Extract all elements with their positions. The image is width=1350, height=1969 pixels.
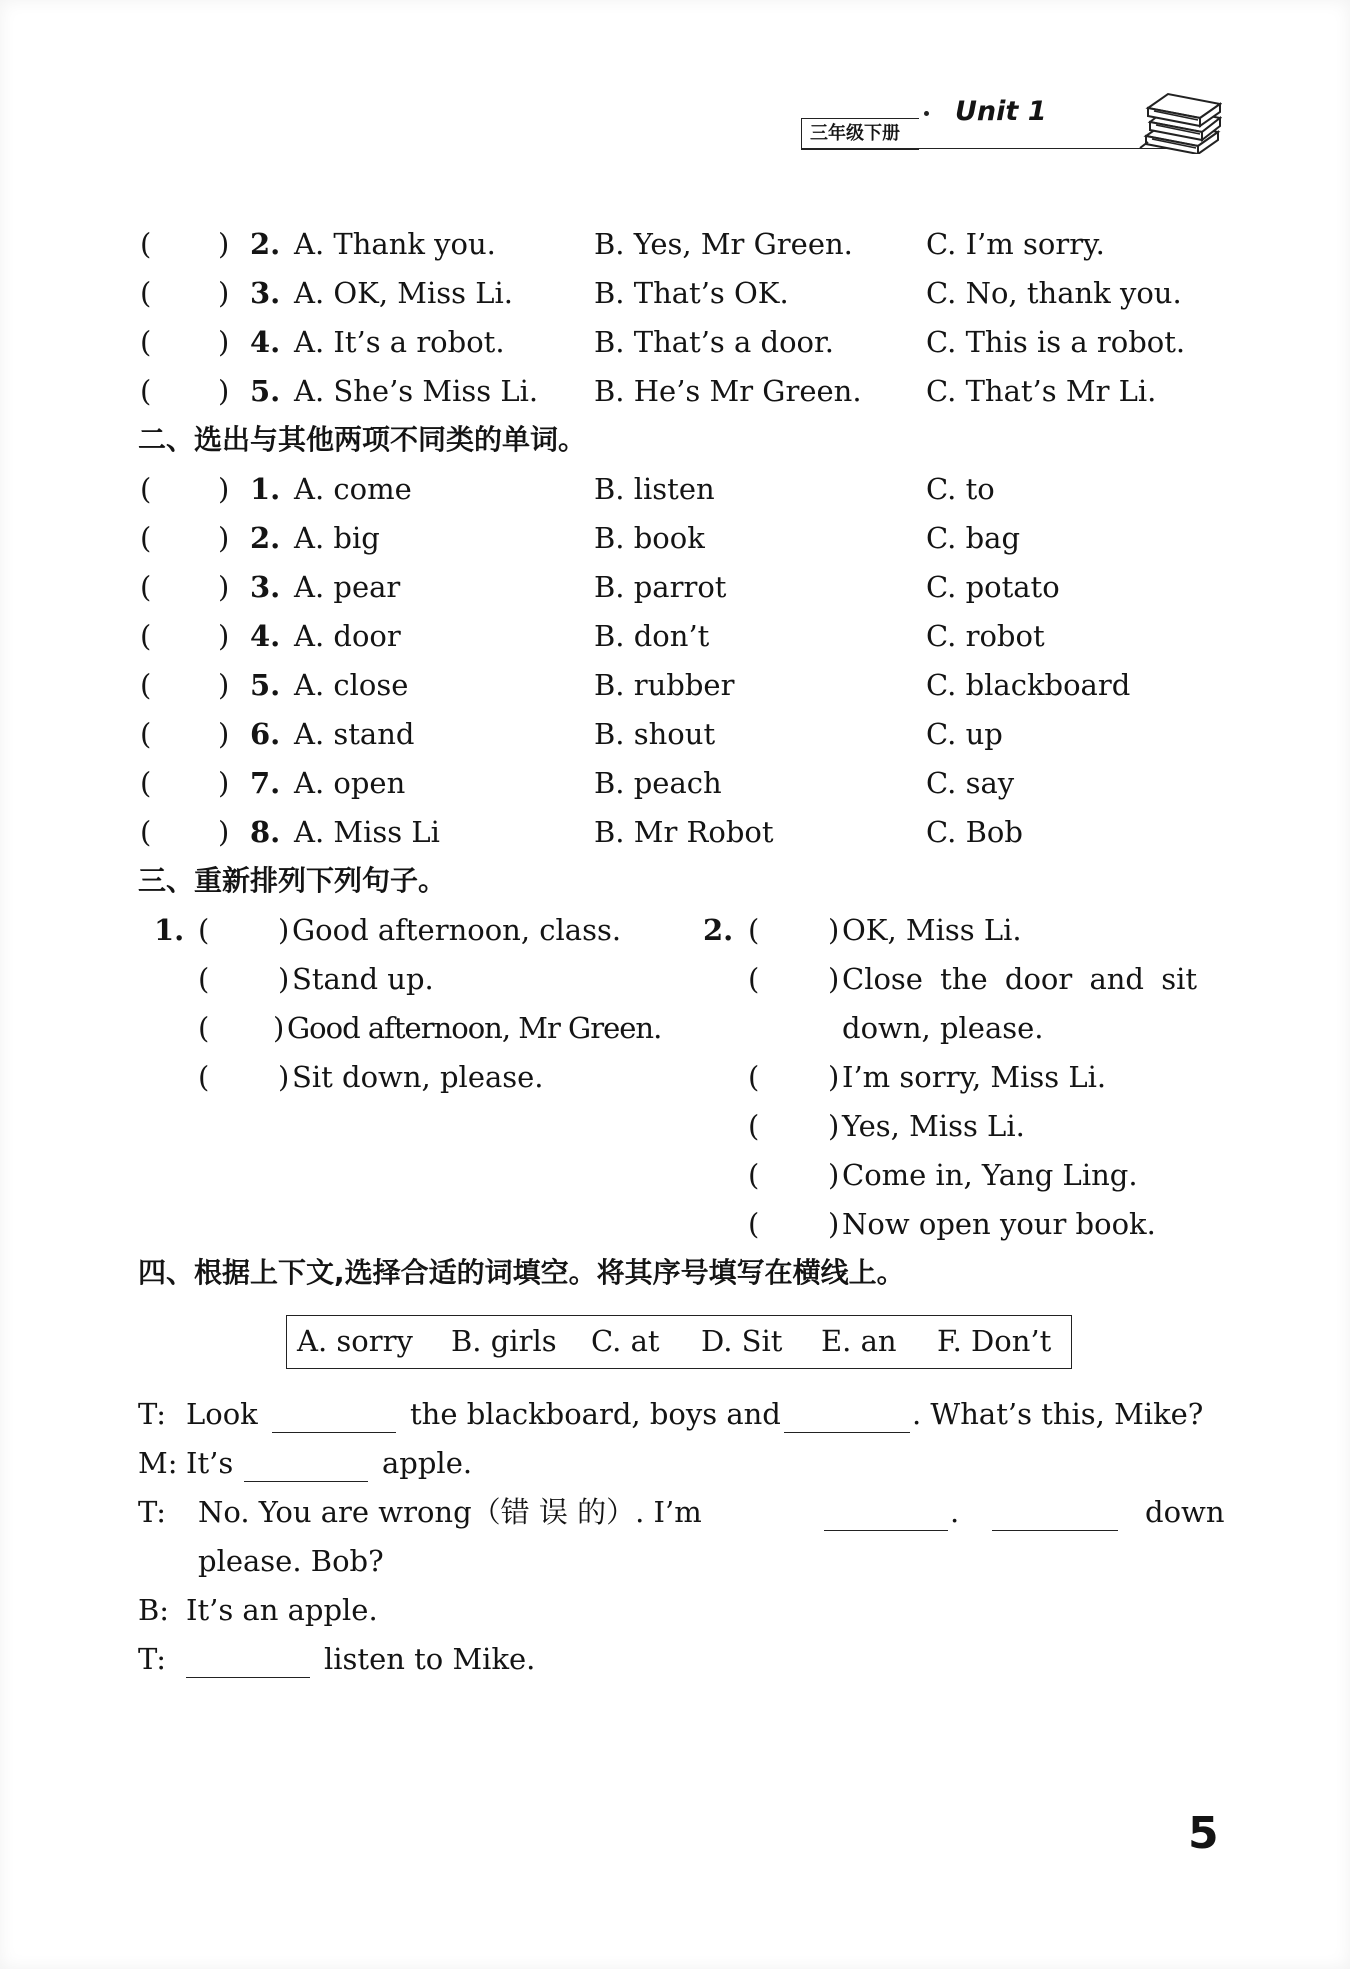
header-dot: [924, 111, 929, 116]
s2-row: [0, 665, 1350, 705]
answer-bracket-open: (: [140, 619, 152, 653]
question-number: 5.: [250, 374, 281, 408]
answer-bracket-open: (: [198, 913, 210, 947]
answer-bracket-open: (: [198, 1011, 210, 1045]
dialogue-text: please. Bob?: [198, 1544, 384, 1578]
answer-bracket-open: (: [140, 472, 152, 506]
word-bank-item: B. girls: [451, 1324, 557, 1358]
answer-bracket-open: (: [748, 913, 760, 947]
option-b: B. shout: [594, 717, 716, 751]
sentence: Close the door and sit: [842, 962, 1198, 996]
option-b: B. That’s OK.: [594, 276, 789, 310]
dialogue-text: It’s: [186, 1446, 234, 1480]
answer-bracket-close: ): [218, 717, 230, 751]
speaker-label: B:: [138, 1593, 170, 1627]
question-number: 5.: [250, 668, 281, 702]
option-b: B. parrot: [594, 570, 727, 604]
answer-bracket-close: ): [218, 374, 230, 408]
answer-bracket-close: ): [218, 766, 230, 800]
answer-bracket-open: (: [140, 325, 152, 359]
dialogue-text: It’s an apple.: [186, 1593, 378, 1627]
question-number: 2.: [250, 227, 281, 261]
answer-blank[interactable]: [244, 1481, 368, 1482]
option-b: B. don’t: [594, 619, 710, 653]
sentence: I’m sorry, Miss Li.: [842, 1060, 1107, 1094]
option-c: C. This is a robot.: [926, 325, 1186, 359]
question-number: 8.: [250, 815, 281, 849]
s1-row: [0, 224, 1350, 264]
s2-row: [0, 616, 1350, 656]
option-a: A. close: [294, 668, 409, 702]
option-a: A. It’s a robot.: [294, 325, 505, 359]
word-bank: [286, 1315, 1072, 1369]
answer-bracket-open: (: [140, 227, 152, 261]
option-a: A. stand: [294, 717, 415, 751]
answer-bracket-close: ): [828, 962, 840, 996]
word-bank-item: E. an: [821, 1324, 897, 1358]
sentence: OK, Miss Li.: [842, 913, 1022, 947]
dialogue-text: listen to Mike.: [324, 1642, 536, 1676]
option-c: C. No, thank you.: [926, 276, 1182, 310]
sentence: Sit down, please.: [292, 1060, 544, 1094]
answer-bracket-open: (: [748, 1060, 760, 1094]
option-a: A. open: [294, 766, 406, 800]
option-a: A. pear: [294, 570, 401, 604]
sentence: Good afternoon, Mr Green.: [287, 1011, 662, 1045]
answer-bracket-close: ): [828, 1158, 840, 1192]
answer-bracket-close: ): [828, 1109, 840, 1143]
answer-bracket-close: ): [278, 913, 290, 947]
option-b: B. book: [594, 521, 705, 555]
answer-bracket-open: (: [140, 276, 152, 310]
speaker-label: T:: [138, 1642, 167, 1676]
group-2-number: 2.: [703, 913, 734, 947]
answer-bracket-close: ): [278, 962, 290, 996]
question-number: 3.: [250, 570, 281, 604]
question-number: 6.: [250, 717, 281, 751]
section-3-title: 三、重新排列下列句子。: [138, 864, 447, 897]
answer-blank[interactable]: [784, 1432, 910, 1433]
answer-bracket-open: (: [140, 374, 152, 408]
option-b: B. peach: [594, 766, 722, 800]
option-b: B. He’s Mr Green.: [594, 374, 862, 408]
word-bank-item: A. sorry: [297, 1324, 413, 1358]
s2-row: [0, 518, 1350, 558]
option-a: A. She’s Miss Li.: [294, 374, 539, 408]
option-c: C. potato: [926, 570, 1060, 604]
option-c: C. bag: [926, 521, 1021, 555]
answer-bracket-close: ): [218, 521, 230, 555]
answer-bracket-open: (: [748, 1207, 760, 1241]
question-number: 1.: [250, 472, 281, 506]
option-a: A. Thank you.: [294, 227, 496, 261]
option-c: C. up: [926, 717, 1003, 751]
option-a: A. big: [294, 521, 380, 555]
s2-row: [0, 567, 1350, 607]
word-bank-item: C. at: [591, 1324, 660, 1358]
word-bank-item: D. Sit: [701, 1324, 783, 1358]
word-bank-item: F. Don’t: [937, 1324, 1052, 1358]
option-c: C. I’m sorry.: [926, 227, 1105, 261]
answer-bracket-open: (: [198, 962, 210, 996]
question-number: 4.: [250, 619, 281, 653]
answer-blank[interactable]: [992, 1530, 1118, 1531]
s1-row: [0, 322, 1350, 362]
answer-bracket-open: (: [140, 815, 152, 849]
group-1-number: 1.: [154, 913, 185, 947]
dialogue-text: No. You are wrong（错 误 的）. I’m: [198, 1495, 702, 1529]
s2-row: [0, 812, 1350, 852]
answer-bracket-open: (: [140, 570, 152, 604]
answer-bracket-close: ): [828, 913, 840, 947]
answer-bracket-close: ): [218, 276, 230, 310]
answer-bracket-close: ): [828, 1207, 840, 1241]
s2-row: [0, 714, 1350, 754]
answer-bracket-close: ): [218, 325, 230, 359]
books-icon: [1138, 88, 1222, 154]
option-b: B. That’s a door.: [594, 325, 834, 359]
answer-bracket-close: ): [278, 1060, 290, 1094]
section-4-title: 四、根据上下文,选择合适的词填空。将其序号填写在横线上。: [138, 1256, 905, 1289]
s1-row: [0, 371, 1350, 411]
dialogue-text: apple.: [382, 1446, 473, 1480]
sentence: Yes, Miss Li.: [842, 1109, 1025, 1143]
option-a: A. door: [294, 619, 401, 653]
sentence: Stand up.: [292, 962, 434, 996]
sentence: Now open your book.: [842, 1207, 1156, 1241]
option-a: A. Miss Li: [294, 815, 440, 849]
option-c: C. blackboard: [926, 668, 1131, 702]
option-b: B. Yes, Mr Green.: [594, 227, 853, 261]
unit-label: Unit 1: [955, 96, 1047, 127]
answer-bracket-open: (: [140, 717, 152, 751]
answer-blank[interactable]: [824, 1530, 948, 1531]
option-c: C. robot: [926, 619, 1045, 653]
answer-bracket-close: ): [218, 668, 230, 702]
answer-bracket-open: (: [140, 521, 152, 555]
sentence-continuation: down, please.: [842, 1011, 1044, 1045]
dialogue-text: Look: [186, 1397, 258, 1431]
option-b: B. rubber: [594, 668, 735, 702]
option-b: B. listen: [594, 472, 715, 506]
answer-bracket-close: ): [273, 1011, 285, 1045]
answer-bracket-close: ): [828, 1060, 840, 1094]
header-rule: [801, 148, 1176, 149]
answer-bracket-close: ): [218, 815, 230, 849]
answer-bracket-open: (: [140, 766, 152, 800]
s2-row: [0, 469, 1350, 509]
answer-bracket-close: ): [218, 570, 230, 604]
dialogue-text: . What’s this, Mike?: [912, 1397, 1204, 1431]
dialogue-text: down: [1145, 1495, 1225, 1529]
answer-bracket-close: ): [218, 227, 230, 261]
answer-bracket-close: ): [218, 472, 230, 506]
speaker-label: T:: [138, 1495, 167, 1529]
sentence: Come in, Yang Ling.: [842, 1158, 1138, 1192]
question-number: 2.: [250, 521, 281, 555]
question-number: 3.: [250, 276, 281, 310]
page-number: 5: [1188, 1808, 1219, 1859]
section-2-title: 二、选出与其他两项不同类的单词。: [138, 423, 587, 456]
answer-bracket-open: (: [198, 1060, 210, 1094]
grade-label: 三年级下册: [801, 118, 919, 150]
dialogue-text: .: [950, 1495, 960, 1529]
option-c: C. to: [926, 472, 995, 506]
speaker-label: T:: [138, 1397, 167, 1431]
option-c: C. That’s Mr Li.: [926, 374, 1157, 408]
s1-row: [0, 273, 1350, 313]
option-c: C. Bob: [926, 815, 1023, 849]
answer-blank[interactable]: [272, 1432, 396, 1433]
answer-bracket-open: (: [748, 1158, 760, 1192]
option-b: B. Mr Robot: [594, 815, 774, 849]
answer-bracket-open: (: [140, 668, 152, 702]
answer-bracket-open: (: [748, 962, 760, 996]
question-number: 7.: [250, 766, 281, 800]
option-c: C. say: [926, 766, 1015, 800]
s2-row: [0, 763, 1350, 803]
sentence: Good afternoon, class.: [292, 913, 622, 947]
speaker-label: M:: [138, 1446, 178, 1480]
option-a: A. come: [294, 472, 412, 506]
dialogue-text: the blackboard, boys and: [410, 1397, 781, 1431]
option-a: A. OK, Miss Li.: [294, 276, 513, 310]
question-number: 4.: [250, 325, 281, 359]
answer-blank[interactable]: [186, 1677, 310, 1678]
answer-bracket-open: (: [748, 1109, 760, 1143]
answer-bracket-close: ): [218, 619, 230, 653]
